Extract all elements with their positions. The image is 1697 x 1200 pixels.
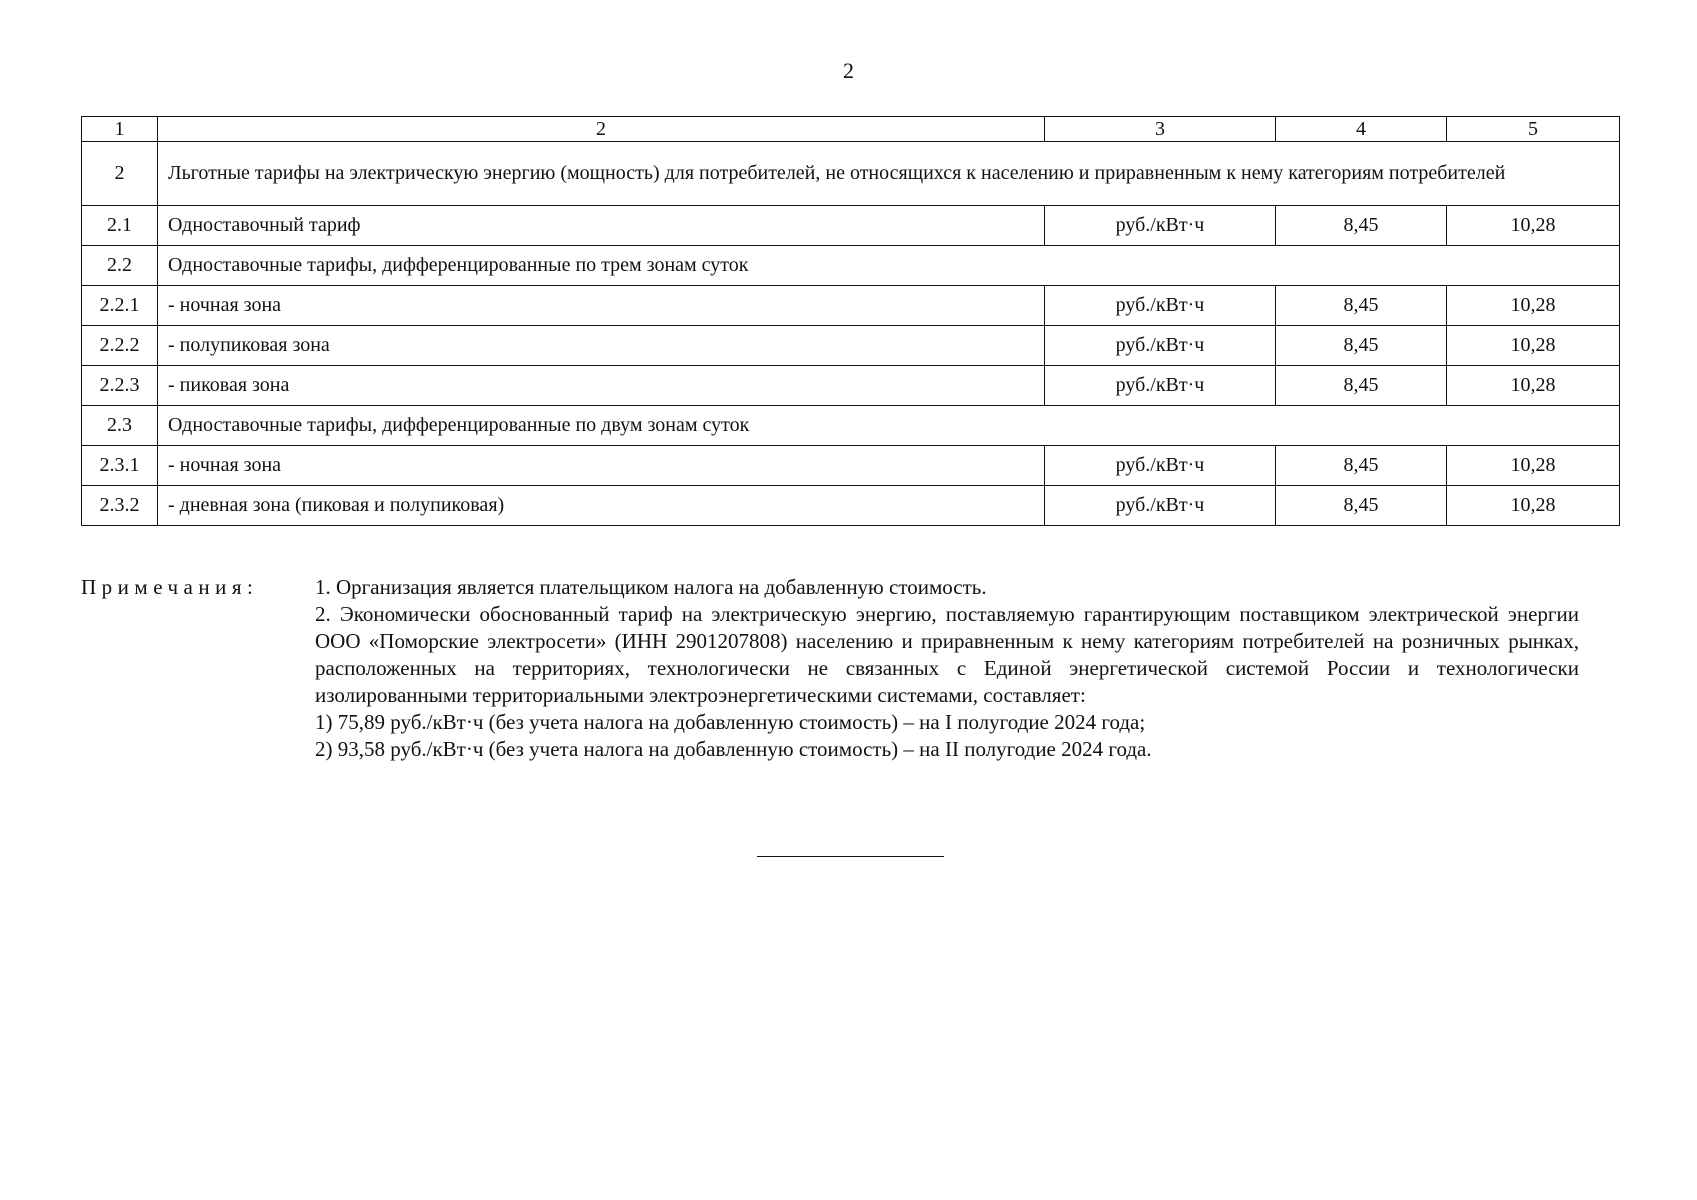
row-number: 2.3.1	[82, 446, 158, 486]
row-number: 2.2.1	[82, 286, 158, 326]
tariff-table	[81, 116, 1620, 526]
row-number: 2.2.2	[82, 326, 158, 366]
row-number: 2.1	[82, 206, 158, 246]
header-cell-1: 1	[82, 117, 158, 142]
table-row	[82, 246, 1620, 286]
row-unit: руб./кВт·ч	[1045, 446, 1276, 486]
row-name: - полупиковая зона	[158, 326, 1045, 366]
row-value-h2: 10,28	[1447, 446, 1620, 486]
row-unit: руб./кВт·ч	[1045, 366, 1276, 406]
row-value-h1: 8,45	[1276, 446, 1447, 486]
table-row	[82, 142, 1620, 206]
header-cell-5: 5	[1447, 117, 1620, 142]
row-unit: руб./кВт·ч	[1045, 206, 1276, 246]
table-row	[82, 406, 1620, 446]
header-cell-2: 2	[158, 117, 1045, 142]
note-1: 1. Организация является плательщиком налога на добавленную стоимость.	[315, 575, 987, 599]
row-unit: руб./кВт·ч	[1045, 286, 1276, 326]
row-value-h2: 10,28	[1447, 206, 1620, 246]
row-number: 2.3.2	[82, 486, 158, 526]
row-value-h1: 8,45	[1276, 206, 1447, 246]
row-number: 2	[82, 142, 158, 206]
row-value-h2: 10,28	[1447, 366, 1620, 406]
row-value-h2: 10,28	[1447, 286, 1620, 326]
row-value-h1: 8,45	[1276, 286, 1447, 326]
note-2-item-2: 2) 93,58 руб./кВт·ч (без учета налога на добавленную стоимость) – на II полугодие 2024 года.	[315, 737, 1152, 761]
row-unit: руб./кВт·ч	[1045, 326, 1276, 366]
section-title: Одноставочные тарифы, дифференцированные по трем зонам суток	[158, 246, 1620, 286]
row-unit: руб./кВт·ч	[1045, 486, 1276, 526]
row-value-h2: 10,28	[1447, 486, 1620, 526]
notes-body	[315, 574, 1579, 763]
row-number: 2.2.3	[82, 366, 158, 406]
note-2: 2. Экономически обоснованный тариф на электрическую энергию, поставляемую гарантирующим поставщиком электрической энергии ООО «Поморские электросети» (ИНН 2901207808) населению и приравненным к нему категориям потребителей на розничных рынках, расположенных на территориях, технологически не связанных с Единой энергетической системой России и технологически изолированными территориальными электроэнергетическими системами, составляет:	[315, 602, 1579, 707]
table-row	[82, 326, 1620, 366]
header-cell-3: 3	[1045, 117, 1276, 142]
row-number: 2.3	[82, 406, 158, 446]
row-name: - ночная зона	[158, 286, 1045, 326]
end-divider-line	[757, 856, 944, 857]
notes-label: Примечания:	[81, 575, 259, 599]
row-name: - ночная зона	[158, 446, 1045, 486]
table-header-row	[82, 117, 1620, 142]
row-name: - пиковая зона	[158, 366, 1045, 406]
table-row	[82, 286, 1620, 326]
row-name: Одноставочный тариф	[158, 206, 1045, 246]
row-value-h1: 8,45	[1276, 366, 1447, 406]
row-value-h2: 10,28	[1447, 326, 1620, 366]
header-cell-4: 4	[1276, 117, 1447, 142]
table-row	[82, 206, 1620, 246]
row-number: 2.2	[82, 246, 158, 286]
table-row	[82, 366, 1620, 406]
section-title: Одноставочные тарифы, дифференцированные по двум зонам суток	[158, 406, 1620, 446]
page-number: 2	[843, 58, 854, 83]
table-row	[82, 446, 1620, 486]
note-2-item-1: 1) 75,89 руб./кВт·ч (без учета налога на добавленную стоимость) – на I полугодие 2024 года;	[315, 710, 1146, 734]
row-value-h1: 8,45	[1276, 326, 1447, 366]
row-value-h1: 8,45	[1276, 486, 1447, 526]
table-row	[82, 486, 1620, 526]
row-name: - дневная зона (пиковая и полупиковая)	[158, 486, 1045, 526]
section-title: Льготные тарифы на электрическую энергию (мощность) для потребителей, не относящихся к населению и приравненным к нему категориям потребителей	[158, 142, 1620, 206]
